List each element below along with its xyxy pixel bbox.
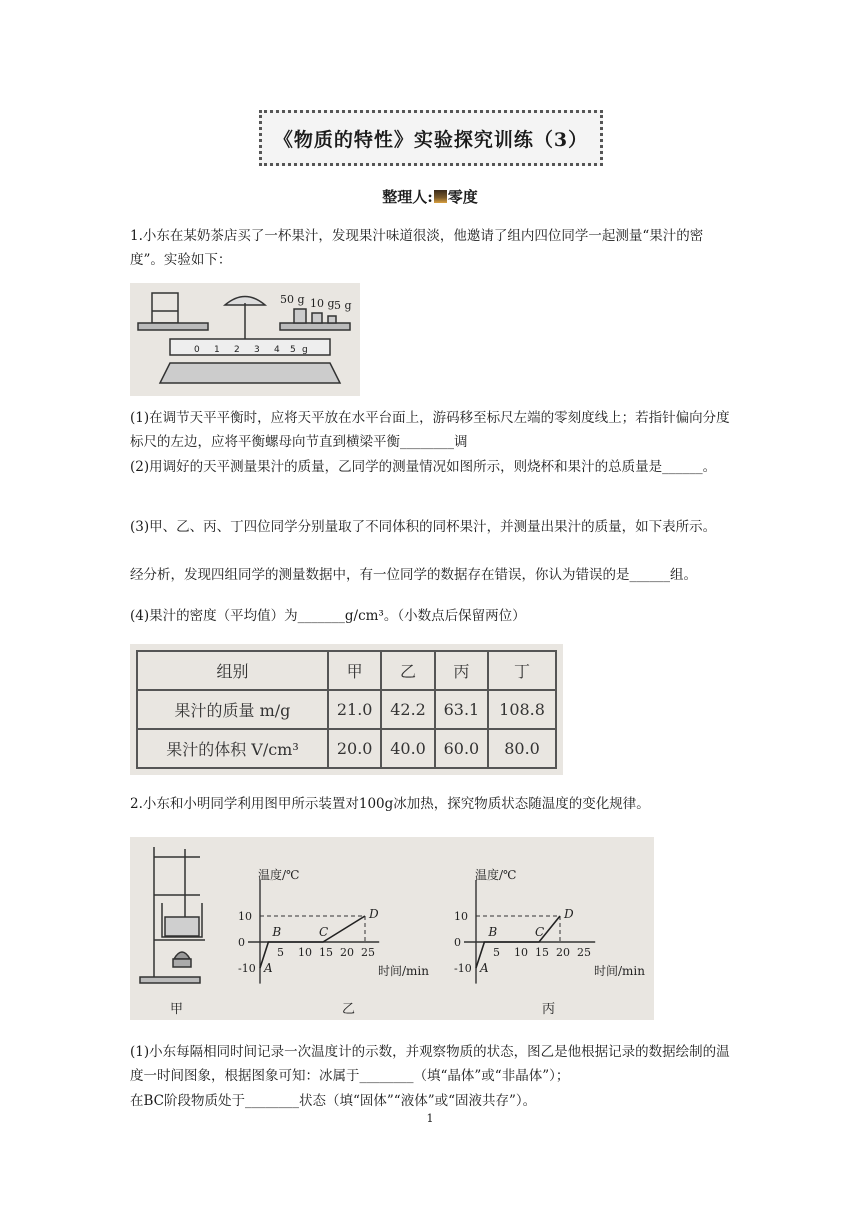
graph-bing-y-tick: -10 [454, 962, 472, 975]
table-cell: 果汁的体积 V/cm³ [137, 729, 328, 768]
graph-bing-x-tick: 15 [535, 946, 549, 959]
page-number: 1 [426, 1112, 434, 1125]
weight-label-10g: 10 g [310, 297, 335, 310]
graph-bing-point-label: D [564, 907, 574, 921]
balance-drawing [130, 283, 360, 396]
graph-bing-point-label: B [488, 925, 498, 939]
document-title: 《物质的特性》实验探究训练（3） [259, 110, 603, 166]
table-header-cell: 乙 [381, 651, 434, 690]
graph-bing-xlabel: 时间/min [594, 964, 645, 978]
graph-yi [238, 867, 429, 984]
table-cell: 40.0 [381, 729, 434, 768]
q1-part3-question: 经分析，发现四组同学的测量数据中，有一位同学的数据存在错误，你认为错误的是______组。 [130, 567, 697, 583]
balance-figure [130, 283, 360, 396]
graph-yi-x-tick: 10 [298, 946, 312, 959]
table-cell: 21.0 [328, 690, 381, 729]
author-line [0, 186, 860, 207]
author-prefix: 整理人: [382, 188, 433, 206]
graph-bing-y-tick: 0 [454, 936, 461, 949]
table-header-cell: 丁 [488, 651, 556, 690]
graph-bing-x-tick: 10 [514, 946, 528, 959]
scale-tick: 5 [290, 345, 296, 355]
apparatus-shape [140, 847, 205, 983]
q1-part1: (1)在调节天平平衡时，应将天平放在水平台面上，游码移至标尺左端的零刻度线上；若指针偏向分度标尺的左边，应将平衡螺母向节直到横梁平衡________调 [130, 410, 730, 450]
q1-part3-intro: (3)甲、乙、丙、丁四位同学分别量取了不同体积的同杯果汁，并测量出果汁的质量，如下表所示。 [130, 519, 717, 535]
graph-yi-x-tick: 15 [319, 946, 333, 959]
scale-tick: 1 [214, 345, 220, 355]
graph-bing [454, 867, 645, 984]
graph-yi-xlabel: 时间/min [378, 964, 429, 978]
table-header-cell: 甲 [328, 651, 381, 690]
graph-yi-x-tick: 5 [277, 946, 284, 959]
graph-bing-point-label: A [480, 961, 489, 975]
q2-part1: (1)小东每隔相同时间记录一次温度计的示数，并观察物质的状态，图乙是他根据记录的数据绘制的温度一时间图象，根据图象可知：冰属于________（填“晶体”或“非晶体”）； [130, 1044, 730, 1084]
q1-intro: 1.小东在某奶茶店买了一杯果汁，发现果汁味道很淡，他邀请了组内四位同学一起测量“果汁的密度”。实验如下： [130, 228, 704, 268]
table-cell: 60.0 [435, 729, 488, 768]
density-table [136, 650, 557, 769]
graph-yi-point-label: B [272, 925, 282, 939]
table-cell: 108.8 [488, 690, 556, 729]
scale-tick: g [302, 345, 308, 355]
graph-yi-x-tick: 25 [361, 946, 375, 959]
graph-yi-point-label: D [369, 907, 379, 921]
author-logo-icon [434, 190, 447, 203]
graph-yi-y-tick: 0 [238, 936, 245, 949]
table-cell: 63.1 [435, 690, 488, 729]
graph-bing-y-tick: 10 [454, 910, 468, 923]
weight-label-50g: 50 g [280, 293, 305, 306]
graph-bing-x-tick: 5 [493, 946, 500, 959]
heating-figure [130, 837, 654, 1020]
graph-yi-ylabel: 温度/℃ [258, 868, 300, 882]
graph-bing-point-label: C [535, 925, 545, 939]
figure-label-yi: 乙 [342, 1002, 356, 1017]
graph-bing-x-tick: 20 [556, 946, 570, 959]
scale-tick: 4 [274, 345, 280, 355]
scale-tick: 2 [234, 345, 240, 355]
data-table-figure [130, 644, 563, 775]
q2-part1-cont: 在BC阶段物质处于________状态（填“固体”“液体”或“固液共存”）。 [130, 1093, 537, 1109]
weight-50g-shape [294, 309, 306, 323]
weight-10g-shape [312, 313, 322, 323]
q1-part2: (2)用调好的天平测量果汁的质量，乙同学的测量情况如图所示，则烧杯和果汁的总质量是______。 [130, 459, 717, 475]
weight-label-5g: 5 g [334, 299, 352, 312]
table-header-row [137, 651, 556, 690]
weight-5g-shape [328, 316, 336, 323]
graph-yi-point-label: C [319, 925, 329, 939]
graph-yi-point-label: A [264, 961, 273, 975]
scale-tick: 3 [254, 345, 260, 355]
graph-bing-ylabel: 温度/℃ [475, 868, 517, 882]
figure-label-bing: 丙 [542, 1002, 556, 1017]
table-row-volume [137, 729, 556, 768]
heating-drawing [130, 837, 654, 1020]
table-row-mass [137, 690, 556, 729]
graph-yi-x-tick: 20 [340, 946, 354, 959]
table-cell: 果汁的质量 m/g [137, 690, 328, 729]
author-name: 零度 [447, 188, 478, 206]
graph-yi-y-tick: 10 [238, 910, 252, 923]
q2-intro: 2.小东和小明同学利用图甲所示装置对100g冰加热，探究物质状态随温度的变化规律。 [130, 796, 650, 812]
q1-part4: (4)果汁的密度（平均值）为_______g/cm³。（小数点后保留两位） [130, 608, 526, 624]
graph-yi-y-tick: -10 [238, 962, 256, 975]
table-cell: 80.0 [488, 729, 556, 768]
beaker-shape [152, 293, 178, 323]
table-header-cell: 丙 [435, 651, 488, 690]
scale-tick: 0 [194, 345, 200, 355]
graph-bing-x-tick: 25 [577, 946, 591, 959]
table-header-cell: 组别 [137, 651, 328, 690]
table-cell: 20.0 [328, 729, 381, 768]
table-cell: 42.2 [381, 690, 434, 729]
figure-label-jia: 甲 [170, 1002, 184, 1017]
